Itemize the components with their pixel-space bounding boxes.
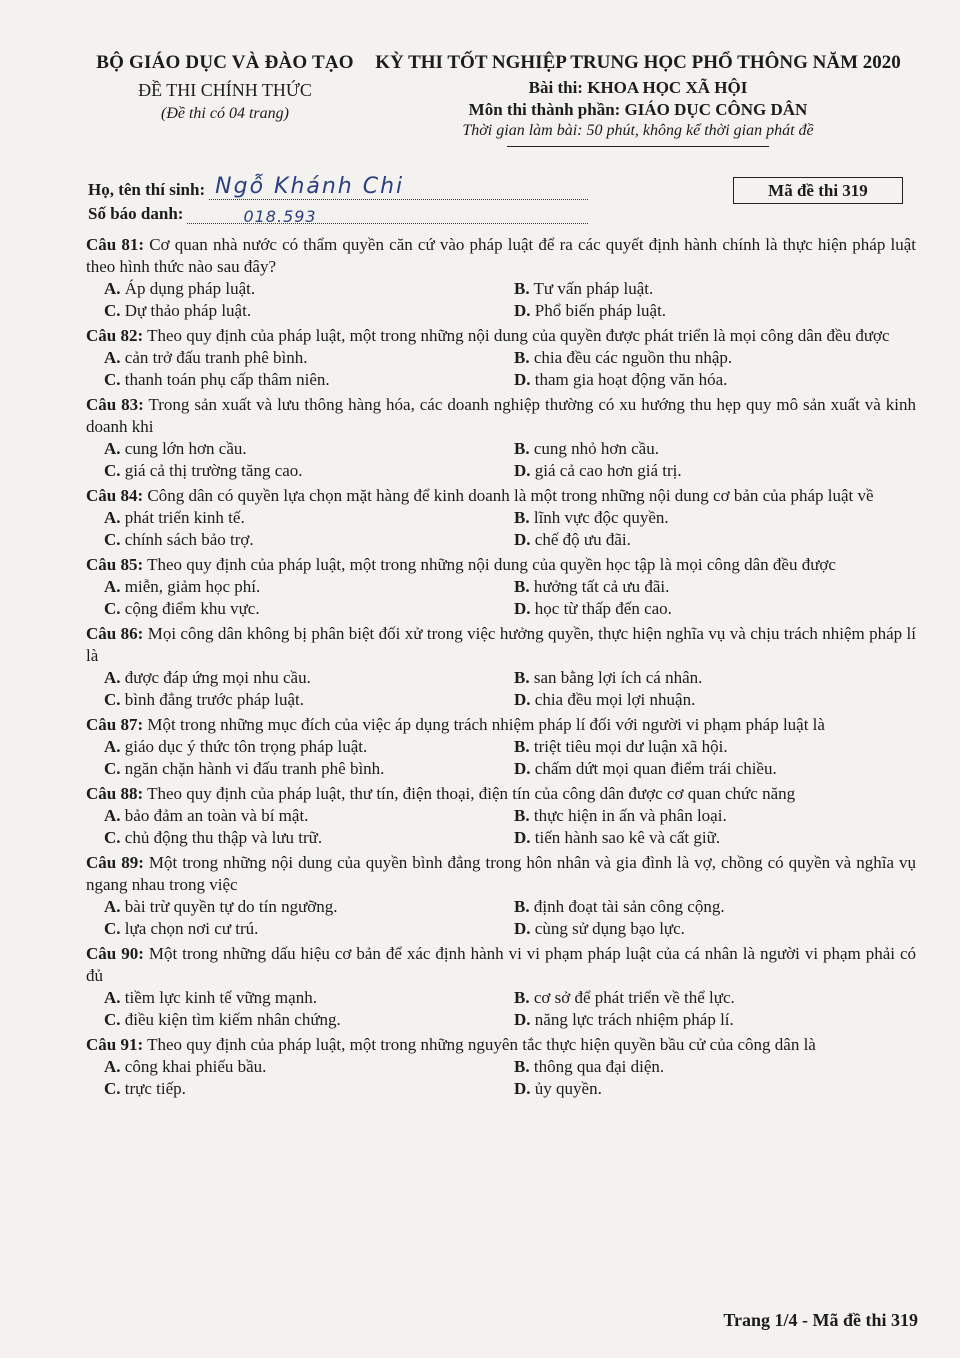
answer-options: [86, 667, 916, 711]
question-item: [86, 852, 916, 940]
option-text: bình đẳng trước pháp luật.: [124, 690, 304, 709]
option-text: tiềm lực kinh tế vững mạnh.: [124, 988, 317, 1007]
question-stem: Theo quy định của pháp luật, một trong những nguyên tắc thực hiện quyền bầu cử của công dân là: [147, 1035, 816, 1054]
answer-option[interactable]: [496, 369, 896, 391]
option-text: lựa chọn nơi cư trú.: [124, 919, 259, 938]
option-letter: A.: [104, 668, 121, 687]
option-letter: B.: [514, 279, 530, 298]
header-right: [368, 52, 908, 147]
question-text: [86, 623, 916, 667]
option-text: cung lớn hơn cầu.: [124, 439, 247, 458]
answer-option[interactable]: [86, 278, 496, 300]
option-text: Tư vấn pháp luật.: [533, 279, 654, 298]
answer-option[interactable]: [86, 598, 496, 620]
answer-option[interactable]: [86, 918, 496, 940]
option-letter: A.: [104, 279, 121, 298]
answer-options: [86, 347, 916, 391]
option-letter: A.: [104, 508, 121, 527]
option-letter: C.: [104, 301, 121, 320]
option-text: năng lực trách nhiệm pháp lí.: [534, 1010, 734, 1029]
question-number: Câu 81:: [86, 235, 145, 254]
answer-option[interactable]: [86, 507, 496, 529]
answer-option[interactable]: [86, 576, 496, 598]
answer-option[interactable]: [496, 278, 896, 300]
option-text: miễn, giảm học phí.: [124, 577, 261, 596]
answer-option[interactable]: [86, 689, 496, 711]
question-text: [86, 943, 916, 987]
option-text: cản trở đấu tranh phê bình.: [124, 348, 308, 367]
question-text: [86, 554, 916, 576]
option-letter: B.: [514, 988, 530, 1007]
option-letter: C.: [104, 759, 121, 778]
option-text: lĩnh vực độc quyền.: [533, 508, 669, 527]
answer-option[interactable]: [496, 576, 896, 598]
option-letter: C.: [104, 599, 121, 618]
option-letter: C.: [104, 1010, 121, 1029]
question-item: [86, 394, 916, 482]
question-stem: Một trong những nội dung của quyền bình đẳng trong hôn nhân và gia đình là vợ, chồng có quyền và nghĩa vụ ngang nhau trong việc: [86, 853, 916, 894]
option-text: cung nhỏ hơn cầu.: [533, 439, 659, 458]
option-text: chủ động thu thập và lưu trữ.: [124, 828, 323, 847]
option-text: triệt tiêu mọi dư luận xã hội.: [533, 737, 728, 756]
answer-option[interactable]: [496, 758, 896, 780]
option-text: giáo dục ý thức tôn trọng pháp luật.: [124, 737, 368, 756]
candidate-id-field[interactable]: [187, 204, 588, 224]
option-letter: B.: [514, 508, 530, 527]
option-letter: A.: [104, 737, 121, 756]
option-text: thông qua đại diện.: [533, 1057, 665, 1076]
answer-options: [86, 576, 916, 620]
candidate-id-handwriting: 018.593: [243, 207, 317, 226]
candidate-info: [88, 176, 588, 224]
question-item: [86, 325, 916, 391]
answer-options: [86, 1056, 916, 1100]
option-text: Phổ biến pháp luật.: [534, 301, 667, 320]
question-stem: Theo quy định của pháp luật, một trong những nội dung của quyền học tập là mọi công dân đều được: [147, 555, 836, 574]
option-text: thanh toán phụ cấp thâm niên.: [124, 370, 330, 389]
option-text: chia đều mọi lợi nhuận.: [534, 690, 696, 709]
answer-options: [86, 278, 916, 322]
question-stem: Trong sản xuất và lưu thông hàng hóa, các doanh nghiệp thường có xu hướng thu hẹp quy mô sản xuất và kinh doanh khi: [86, 395, 916, 436]
question-number: Câu 86:: [86, 624, 144, 643]
option-text: ủy quyền.: [534, 1079, 602, 1098]
candidate-name-handwriting: Ngỗ Khánh Chi: [215, 174, 405, 199]
question-item: [86, 1034, 916, 1100]
question-number: Câu 82:: [86, 326, 144, 345]
answer-option[interactable]: [86, 529, 496, 551]
option-letter: B.: [514, 737, 530, 756]
answer-option[interactable]: [86, 827, 496, 849]
exam-component: Môn thi thành phần: GIÁO DỤC CÔNG DÂN: [468, 100, 808, 119]
option-text: được đáp ứng mọi nhu cầu.: [124, 668, 311, 687]
answer-option[interactable]: [86, 1056, 496, 1078]
question-stem: Mọi công dân không bị phân biệt đối xử trong việc hưởng quyền, thực hiện nghĩa vụ và chịu trách nhiệm pháp lí là: [86, 624, 916, 665]
exam-title: KỲ THI TỐT NGHIỆP TRUNG HỌC PHỔ THÔNG NĂM 2020: [375, 52, 901, 73]
question-item: [86, 714, 916, 780]
option-letter: B.: [514, 577, 530, 596]
option-letter: D.: [514, 530, 531, 549]
answer-option[interactable]: [86, 369, 496, 391]
question-text: [86, 394, 916, 438]
option-letter: B.: [514, 668, 530, 687]
option-text: phát triển kinh tế.: [124, 508, 245, 527]
question-number: Câu 89:: [86, 853, 144, 872]
question-text: [86, 714, 916, 736]
answer-option[interactable]: [496, 438, 896, 460]
answer-option[interactable]: [496, 736, 896, 758]
answer-option[interactable]: [86, 460, 496, 482]
answer-option[interactable]: [496, 827, 896, 849]
option-letter: A.: [104, 439, 121, 458]
option-letter: A.: [104, 348, 121, 367]
candidate-name-label: Họ, tên thí sinh:: [88, 180, 206, 199]
option-letter: A.: [104, 577, 121, 596]
option-letter: C.: [104, 1079, 121, 1098]
answer-option[interactable]: [496, 1078, 896, 1100]
answer-option[interactable]: [496, 598, 896, 620]
candidate-name-field[interactable]: [209, 174, 588, 200]
option-text: chính sách bảo trợ.: [124, 530, 254, 549]
question-number: Câu 90:: [86, 944, 144, 963]
option-text: điều kiện tìm kiếm nhân chứng.: [124, 1010, 341, 1029]
header-divider: [507, 146, 769, 147]
option-letter: B.: [514, 439, 530, 458]
option-letter: C.: [104, 828, 121, 847]
option-letter: D.: [514, 759, 531, 778]
option-text: chia đều các nguồn thu nhập.: [533, 348, 733, 367]
exam-time: Thời gian làm bài: 50 phút, không kể thời gian phát đề: [462, 122, 814, 139]
answer-option[interactable]: [496, 689, 896, 711]
question-item: [86, 943, 916, 1031]
answer-option[interactable]: [86, 758, 496, 780]
answer-option[interactable]: [496, 896, 896, 918]
question-stem: Một trong những mục đích của việc áp dụng trách nhiệm pháp lí đối với người vi phạm pháp luật là: [147, 715, 825, 734]
answer-option[interactable]: [86, 347, 496, 369]
answer-option[interactable]: [496, 1056, 896, 1078]
answer-option[interactable]: [496, 507, 896, 529]
option-text: học từ thấp đến cao.: [534, 599, 672, 618]
question-item: [86, 554, 916, 620]
option-letter: D.: [514, 301, 531, 320]
option-text: công khai phiếu bầu.: [124, 1057, 267, 1076]
answer-options: [86, 736, 916, 780]
option-letter: D.: [514, 461, 531, 480]
question-number: Câu 85:: [86, 555, 144, 574]
option-text: trực tiếp.: [124, 1079, 186, 1098]
ministry-name: BỘ GIÁO DỤC VÀ ĐÀO TẠO: [96, 52, 354, 73]
option-text: hưởng tất cả ưu đãi.: [533, 577, 670, 596]
question-number: Câu 84:: [86, 486, 144, 505]
question-text: [86, 325, 916, 347]
question-text: [86, 1034, 916, 1056]
option-text: bài trừ quyền tự do tín ngưỡng.: [124, 897, 338, 916]
option-text: tiến hành sao kê và cất giữ.: [534, 828, 721, 847]
candidate-id-label: Số báo danh:: [88, 204, 184, 223]
answer-option[interactable]: [86, 300, 496, 322]
answer-options: [86, 987, 916, 1031]
question-text: [86, 234, 916, 278]
answer-option[interactable]: [496, 347, 896, 369]
option-letter: C.: [104, 919, 121, 938]
option-letter: D.: [514, 599, 531, 618]
option-letter: D.: [514, 919, 531, 938]
question-number: Câu 91:: [86, 1035, 144, 1054]
option-letter: B.: [514, 897, 530, 916]
option-text: cùng sử dụng bạo lực.: [534, 919, 685, 938]
option-letter: A.: [104, 1057, 121, 1076]
question-stem: Công dân có quyền lựa chọn mặt hàng để kinh doanh là một trong những nội dung cơ bản của pháp luật về: [147, 486, 874, 505]
option-text: Dự thảo pháp luật.: [124, 301, 252, 320]
option-letter: D.: [514, 828, 531, 847]
answer-option[interactable]: [496, 460, 896, 482]
question-item: [86, 783, 916, 849]
question-list: [86, 234, 916, 1103]
question-text: [86, 852, 916, 896]
option-letter: C.: [104, 690, 121, 709]
option-text: san bằng lợi ích cá nhân.: [533, 668, 703, 687]
question-text: [86, 783, 916, 805]
answer-options: [86, 896, 916, 940]
option-text: ngăn chặn hành vi đấu tranh phê bình.: [124, 759, 385, 778]
answer-option[interactable]: [86, 805, 496, 827]
page-count-note: (Đề thi có 04 trang): [161, 105, 289, 122]
answer-option[interactable]: [86, 667, 496, 689]
answer-option[interactable]: [496, 300, 896, 322]
answer-option[interactable]: [86, 987, 496, 1009]
answer-option[interactable]: [86, 1078, 496, 1100]
option-letter: C.: [104, 370, 121, 389]
option-letter: D.: [514, 370, 531, 389]
option-text: thực hiện in ấn và phân loại.: [533, 806, 727, 825]
question-text: [86, 485, 916, 507]
option-letter: B.: [514, 806, 530, 825]
option-text: định đoạt tài sản công cộng.: [533, 897, 725, 916]
option-letter: A.: [104, 806, 121, 825]
option-letter: B.: [514, 348, 530, 367]
exam-subject: Bài thi: KHOA HỌC XÃ HỘI: [528, 78, 748, 97]
exam-code-box: Mã đề thi 319: [733, 177, 903, 204]
option-text: giá cả thị trường tăng cao.: [124, 461, 303, 480]
question-number: Câu 87:: [86, 715, 144, 734]
answer-options: [86, 805, 916, 849]
question-item: [86, 485, 916, 551]
option-text: chấm dứt mọi quan điểm trái chiều.: [534, 759, 777, 778]
question-item: [86, 234, 916, 322]
answer-option[interactable]: [86, 736, 496, 758]
answer-option[interactable]: [496, 667, 896, 689]
answer-option[interactable]: [496, 1009, 896, 1031]
question-number: Câu 88:: [86, 784, 144, 803]
option-text: chế độ ưu đãi.: [534, 530, 631, 549]
question-number: Câu 83:: [86, 395, 144, 414]
option-letter: D.: [514, 690, 531, 709]
option-letter: A.: [104, 988, 121, 1007]
header-left: [80, 52, 370, 123]
answer-option[interactable]: [496, 987, 896, 1009]
option-letter: C.: [104, 461, 121, 480]
answer-option[interactable]: [496, 918, 896, 940]
answer-options: [86, 507, 916, 551]
option-text: Áp dụng pháp luật.: [124, 279, 256, 298]
option-text: cộng điểm khu vực.: [124, 599, 260, 618]
candidate-name-row: [88, 176, 588, 200]
option-text: giá cả cao hơn giá trị.: [534, 461, 682, 480]
option-text: cơ sở để phát triển về thể lực.: [533, 988, 735, 1007]
answer-options: [86, 438, 916, 482]
question-item: [86, 623, 916, 711]
option-letter: C.: [104, 530, 121, 549]
answer-option[interactable]: [86, 1009, 496, 1031]
answer-option[interactable]: [86, 896, 496, 918]
option-letter: D.: [514, 1010, 531, 1029]
question-stem: Cơ quan nhà nước có thẩm quyền căn cứ vào pháp luật để ra các quyết định hành chính là thực hiện pháp luật theo hình thức nào sau đây?: [86, 235, 916, 276]
page-footer: Trang 1/4 - Mã đề thi 319: [723, 1310, 918, 1330]
candidate-id-row: [88, 200, 588, 224]
answer-option[interactable]: [496, 529, 896, 551]
official-label: ĐỀ THI CHÍNH THỨC: [138, 80, 312, 100]
option-letter: A.: [104, 897, 121, 916]
option-text: tham gia hoạt động văn hóa.: [534, 370, 728, 389]
answer-option[interactable]: [86, 438, 496, 460]
option-letter: B.: [514, 1057, 530, 1076]
answer-option[interactable]: [496, 805, 896, 827]
question-stem: Một trong những dấu hiệu cơ bản để xác định hành vi vi phạm pháp luật của cá nhân là người vi phạm phải có đủ: [86, 944, 917, 985]
question-stem: Theo quy định của pháp luật, một trong những nội dung của quyền được phát triển là mọi công dân đều được: [147, 326, 890, 345]
question-stem: Theo quy định của pháp luật, thư tín, điện thoại, điện tín của công dân được cơ quan chức năng: [147, 784, 796, 803]
option-letter: D.: [514, 1079, 531, 1098]
option-text: bảo đảm an toàn và bí mật.: [124, 806, 309, 825]
